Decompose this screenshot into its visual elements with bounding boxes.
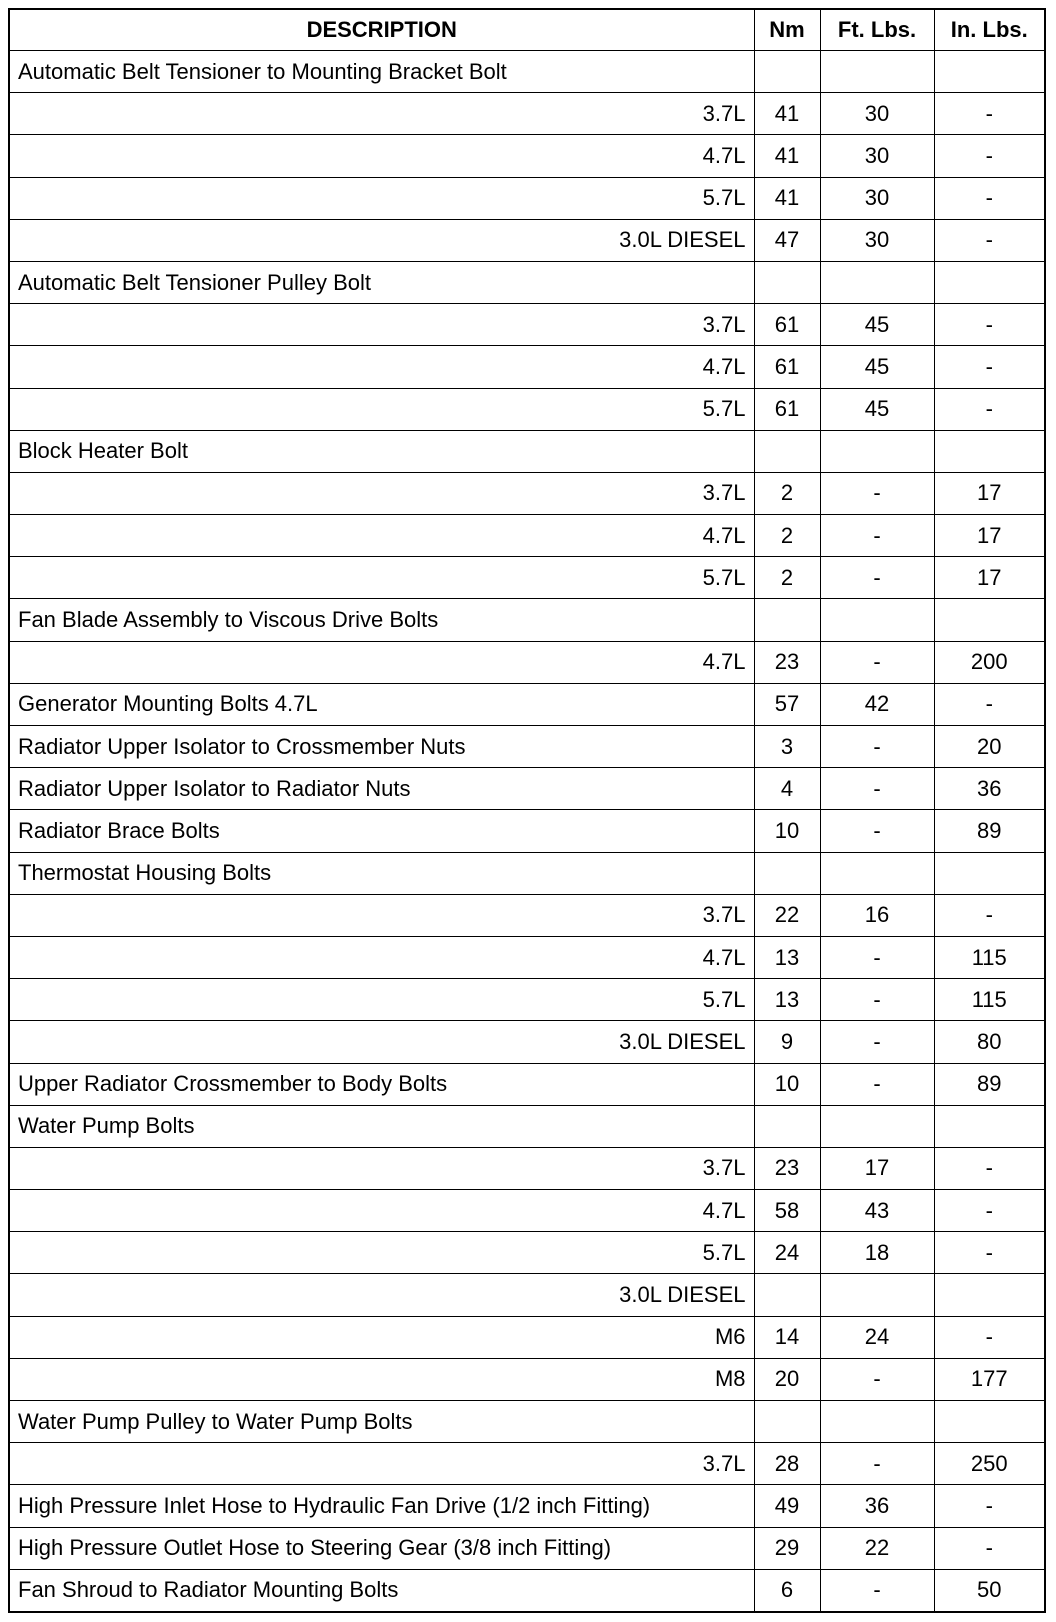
table-row-sub: [9, 641, 1045, 683]
ft-lbs-cell: -: [820, 979, 934, 1021]
in-lbs-cell: -: [934, 1527, 1045, 1569]
nm-cell: 41: [754, 177, 820, 219]
nm-cell: 29: [754, 1527, 820, 1569]
table-row-sub: [9, 388, 1045, 430]
description-cell: 3.7L: [9, 1147, 754, 1189]
ft-lbs-cell: [820, 1401, 934, 1443]
in-lbs-cell: 20: [934, 726, 1045, 768]
table-row-sub: [9, 1274, 1045, 1316]
header-ft-lbs: Ft. Lbs.: [820, 9, 934, 51]
torque-spec-table: [8, 8, 1046, 1613]
table-row-sub: [9, 304, 1045, 346]
description-cell: 5.7L: [9, 388, 754, 430]
nm-cell: 23: [754, 1147, 820, 1189]
table-row-group: [9, 599, 1045, 641]
table-row-sub: [9, 93, 1045, 135]
ft-lbs-cell: 30: [820, 177, 934, 219]
in-lbs-cell: -: [934, 135, 1045, 177]
ft-lbs-cell: -: [820, 1358, 934, 1400]
in-lbs-cell: -: [934, 1232, 1045, 1274]
nm-cell: 58: [754, 1190, 820, 1232]
nm-cell: [754, 430, 820, 472]
table-row-group: [9, 261, 1045, 303]
description-cell: Water Pump Bolts: [9, 1105, 754, 1147]
ft-lbs-cell: -: [820, 472, 934, 514]
ft-lbs-cell: [820, 51, 934, 93]
in-lbs-cell: 80: [934, 1021, 1045, 1063]
table-row-group: [9, 51, 1045, 93]
in-lbs-cell: 177: [934, 1358, 1045, 1400]
description-cell: 3.7L: [9, 894, 754, 936]
nm-cell: 20: [754, 1358, 820, 1400]
nm-cell: 9: [754, 1021, 820, 1063]
ft-lbs-cell: -: [820, 557, 934, 599]
in-lbs-cell: -: [934, 304, 1045, 346]
nm-cell: [754, 1401, 820, 1443]
ft-lbs-cell: 16: [820, 894, 934, 936]
table-row-group: [9, 1527, 1045, 1569]
ft-lbs-cell: 18: [820, 1232, 934, 1274]
table-row-group: [9, 768, 1045, 810]
description-cell: Automatic Belt Tensioner Pulley Bolt: [9, 261, 754, 303]
description-cell: 3.7L: [9, 472, 754, 514]
nm-cell: 23: [754, 641, 820, 683]
table-row-sub: [9, 979, 1045, 1021]
table-row-group: [9, 430, 1045, 472]
nm-cell: 61: [754, 346, 820, 388]
table-row-sub: [9, 894, 1045, 936]
table-row-group: [9, 1569, 1045, 1612]
table-row-group: [9, 726, 1045, 768]
nm-cell: 57: [754, 683, 820, 725]
ft-lbs-cell: -: [820, 768, 934, 810]
description-cell: 3.7L: [9, 93, 754, 135]
description-cell: Water Pump Pulley to Water Pump Bolts: [9, 1401, 754, 1443]
description-cell: Automatic Belt Tensioner to Mounting Bracket Bolt: [9, 51, 754, 93]
in-lbs-cell: -: [934, 894, 1045, 936]
description-cell: Radiator Brace Bolts: [9, 810, 754, 852]
ft-lbs-cell: [820, 1105, 934, 1147]
nm-cell: 13: [754, 936, 820, 978]
in-lbs-cell: 50: [934, 1569, 1045, 1612]
description-cell: M8: [9, 1358, 754, 1400]
description-cell: Fan Blade Assembly to Viscous Drive Bolts: [9, 599, 754, 641]
nm-cell: 24: [754, 1232, 820, 1274]
description-cell: 3.0L DIESEL: [9, 1274, 754, 1316]
table-row-group: [9, 1063, 1045, 1105]
table-row-sub: [9, 1316, 1045, 1358]
in-lbs-cell: -: [934, 1485, 1045, 1527]
in-lbs-cell: -: [934, 93, 1045, 135]
table-row-sub: [9, 177, 1045, 219]
table-row-sub: [9, 1232, 1045, 1274]
table-row-sub: [9, 1021, 1045, 1063]
table-row-sub: [9, 1358, 1045, 1400]
torque-spec-document: [8, 8, 1044, 1613]
nm-cell: 47: [754, 219, 820, 261]
ft-lbs-cell: [820, 852, 934, 894]
in-lbs-cell: [934, 1401, 1045, 1443]
ft-lbs-cell: 45: [820, 388, 934, 430]
description-cell: Block Heater Bolt: [9, 430, 754, 472]
nm-cell: 49: [754, 1485, 820, 1527]
table-row-group: [9, 1105, 1045, 1147]
nm-cell: [754, 599, 820, 641]
ft-lbs-cell: -: [820, 641, 934, 683]
ft-lbs-cell: 36: [820, 1485, 934, 1527]
nm-cell: 2: [754, 472, 820, 514]
ft-lbs-cell: -: [820, 515, 934, 557]
description-cell: 4.7L: [9, 936, 754, 978]
description-cell: Generator Mounting Bolts 4.7L: [9, 683, 754, 725]
in-lbs-cell: 115: [934, 936, 1045, 978]
table-row-sub: [9, 346, 1045, 388]
ft-lbs-cell: -: [820, 1063, 934, 1105]
nm-cell: 41: [754, 93, 820, 135]
in-lbs-cell: [934, 852, 1045, 894]
header-nm: Nm: [754, 9, 820, 51]
in-lbs-cell: -: [934, 346, 1045, 388]
table-row-sub: [9, 472, 1045, 514]
table-row-group: [9, 852, 1045, 894]
in-lbs-cell: [934, 1274, 1045, 1316]
description-cell: 3.7L: [9, 1443, 754, 1485]
nm-cell: 14: [754, 1316, 820, 1358]
description-cell: 5.7L: [9, 557, 754, 599]
description-cell: 5.7L: [9, 177, 754, 219]
table-row-sub: [9, 936, 1045, 978]
ft-lbs-cell: 22: [820, 1527, 934, 1569]
in-lbs-cell: 200: [934, 641, 1045, 683]
description-cell: 4.7L: [9, 515, 754, 557]
description-cell: Fan Shroud to Radiator Mounting Bolts: [9, 1569, 754, 1612]
in-lbs-cell: 17: [934, 515, 1045, 557]
table-row-group: [9, 1401, 1045, 1443]
table-row-sub: [9, 1190, 1045, 1232]
ft-lbs-cell: -: [820, 810, 934, 852]
ft-lbs-cell: -: [820, 1569, 934, 1612]
nm-cell: 41: [754, 135, 820, 177]
in-lbs-cell: -: [934, 177, 1045, 219]
in-lbs-cell: [934, 261, 1045, 303]
nm-cell: [754, 1105, 820, 1147]
ft-lbs-cell: [820, 430, 934, 472]
in-lbs-cell: [934, 430, 1045, 472]
ft-lbs-cell: 24: [820, 1316, 934, 1358]
table-header-row: [9, 9, 1045, 51]
description-cell: 4.7L: [9, 346, 754, 388]
nm-cell: 10: [754, 1063, 820, 1105]
description-cell: Radiator Upper Isolator to Crossmember Nuts: [9, 726, 754, 768]
nm-cell: 61: [754, 304, 820, 346]
in-lbs-cell: 115: [934, 979, 1045, 1021]
ft-lbs-cell: 30: [820, 219, 934, 261]
nm-cell: 2: [754, 557, 820, 599]
description-cell: 4.7L: [9, 641, 754, 683]
in-lbs-cell: 89: [934, 1063, 1045, 1105]
table-row-group: [9, 683, 1045, 725]
description-cell: Thermostat Housing Bolts: [9, 852, 754, 894]
description-cell: 3.0L DIESEL: [9, 219, 754, 261]
table-row-sub: [9, 1443, 1045, 1485]
description-cell: 4.7L: [9, 135, 754, 177]
table-row-sub: [9, 515, 1045, 557]
in-lbs-cell: [934, 1105, 1045, 1147]
in-lbs-cell: -: [934, 1147, 1045, 1189]
nm-cell: 13: [754, 979, 820, 1021]
in-lbs-cell: 17: [934, 472, 1045, 514]
description-cell: M6: [9, 1316, 754, 1358]
nm-cell: 61: [754, 388, 820, 430]
description-cell: 3.7L: [9, 304, 754, 346]
nm-cell: 10: [754, 810, 820, 852]
ft-lbs-cell: 42: [820, 683, 934, 725]
description-cell: 5.7L: [9, 979, 754, 1021]
nm-cell: 2: [754, 515, 820, 557]
header-description: DESCRIPTION: [9, 9, 754, 51]
description-cell: Upper Radiator Crossmember to Body Bolts: [9, 1063, 754, 1105]
ft-lbs-cell: 30: [820, 135, 934, 177]
table-row-sub: [9, 135, 1045, 177]
table-row-group: [9, 1485, 1045, 1527]
ft-lbs-cell: [820, 261, 934, 303]
ft-lbs-cell: -: [820, 726, 934, 768]
table-row-sub: [9, 219, 1045, 261]
in-lbs-cell: -: [934, 683, 1045, 725]
in-lbs-cell: 89: [934, 810, 1045, 852]
in-lbs-cell: -: [934, 1316, 1045, 1358]
in-lbs-cell: -: [934, 219, 1045, 261]
nm-cell: 3: [754, 726, 820, 768]
in-lbs-cell: -: [934, 1190, 1045, 1232]
nm-cell: [754, 1274, 820, 1316]
table-row-group: [9, 810, 1045, 852]
ft-lbs-cell: 45: [820, 304, 934, 346]
ft-lbs-cell: -: [820, 1443, 934, 1485]
header-in-lbs: In. Lbs.: [934, 9, 1045, 51]
description-cell: 5.7L: [9, 1232, 754, 1274]
table-row-sub: [9, 1147, 1045, 1189]
table-body: [9, 51, 1045, 1612]
ft-lbs-cell: 17: [820, 1147, 934, 1189]
in-lbs-cell: 17: [934, 557, 1045, 599]
nm-cell: [754, 261, 820, 303]
description-cell: High Pressure Inlet Hose to Hydraulic Fan Drive (1/2 inch Fitting): [9, 1485, 754, 1527]
ft-lbs-cell: -: [820, 936, 934, 978]
in-lbs-cell: -: [934, 388, 1045, 430]
table-row-sub: [9, 557, 1045, 599]
nm-cell: 6: [754, 1569, 820, 1612]
ft-lbs-cell: 45: [820, 346, 934, 388]
nm-cell: 4: [754, 768, 820, 810]
in-lbs-cell: 250: [934, 1443, 1045, 1485]
nm-cell: 28: [754, 1443, 820, 1485]
ft-lbs-cell: 43: [820, 1190, 934, 1232]
ft-lbs-cell: [820, 599, 934, 641]
in-lbs-cell: [934, 599, 1045, 641]
ft-lbs-cell: 30: [820, 93, 934, 135]
ft-lbs-cell: [820, 1274, 934, 1316]
description-cell: Radiator Upper Isolator to Radiator Nuts: [9, 768, 754, 810]
description-cell: 4.7L: [9, 1190, 754, 1232]
description-cell: High Pressure Outlet Hose to Steering Gear (3/8 inch Fitting): [9, 1527, 754, 1569]
nm-cell: 22: [754, 894, 820, 936]
nm-cell: [754, 51, 820, 93]
nm-cell: [754, 852, 820, 894]
in-lbs-cell: [934, 51, 1045, 93]
ft-lbs-cell: -: [820, 1021, 934, 1063]
in-lbs-cell: 36: [934, 768, 1045, 810]
description-cell: 3.0L DIESEL: [9, 1021, 754, 1063]
